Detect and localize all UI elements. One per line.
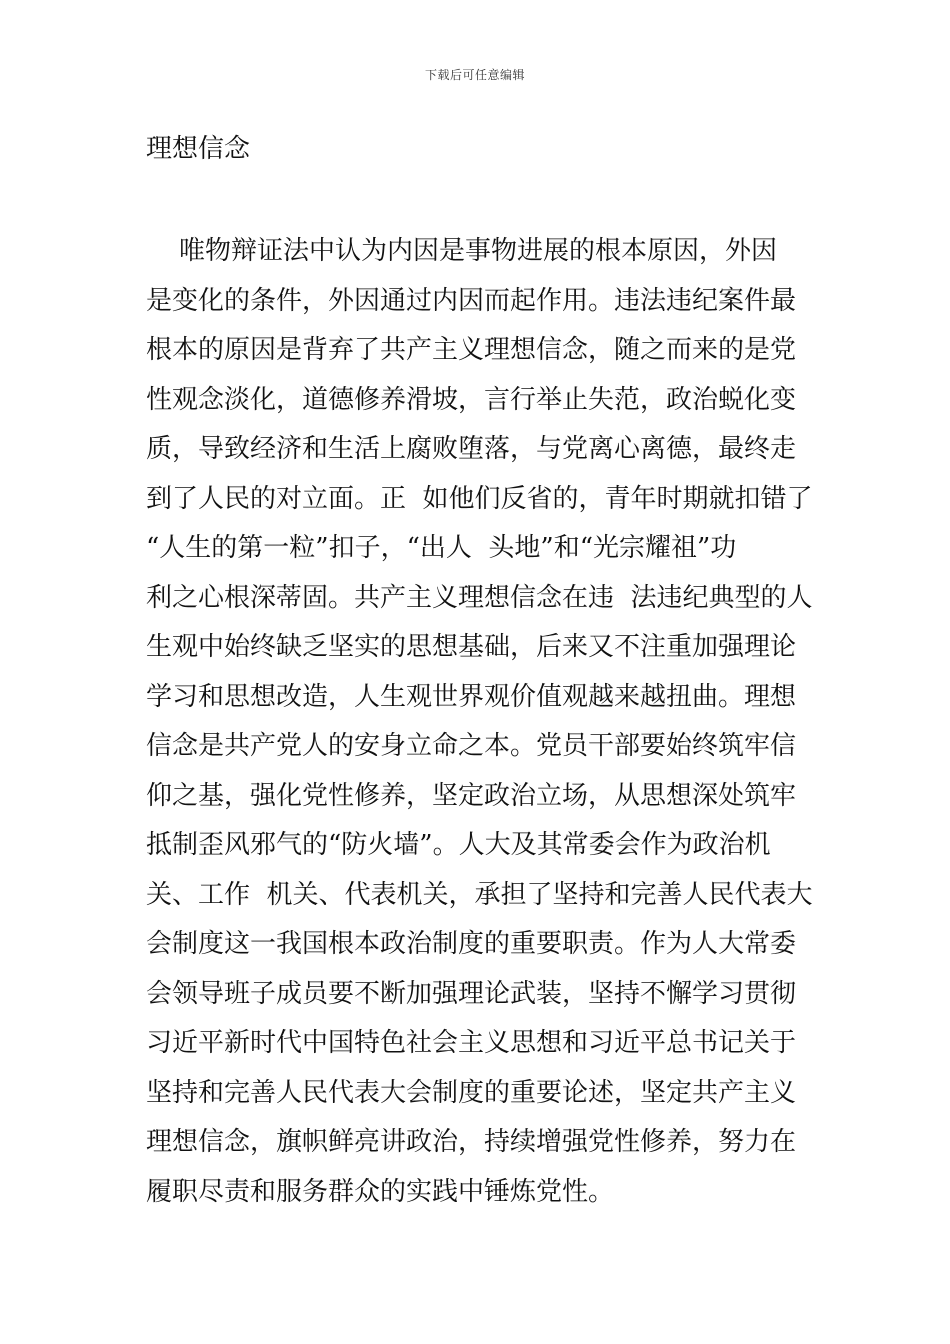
body-paragraph	[146, 234, 811, 1224]
paragraph-line: 习近平新时代中国特色社会主义思想和习近平总书记关于	[146, 1028, 797, 1058]
paragraph-line: 性观念淡化，道德修养滑坡，言行举止失范，政治蜕化变	[146, 384, 797, 415]
paragraph-line: 仰之基，强化党性修养，坚定政治立场，从思想深处筑牢	[146, 780, 797, 811]
paragraph-line: 会领导班子成员要不断加强理论武装，坚持不懈学习贯彻	[146, 978, 797, 1009]
document-title: 理想信念	[146, 134, 251, 164]
paragraph-line: 理想信念，旗帜鲜亮讲政治，持续增强党性修养，努力在	[146, 1127, 797, 1157]
paragraph-line: 利之心根深蒂固。共产主义理想信念在违 法违纪典型的人	[146, 582, 813, 613]
paragraph-line: 信念是共产党人的安身立命之本。党员干部要始终筑牢信	[146, 731, 797, 761]
paragraph-line: 关、工作 机关、代表机关，承担了坚持和完善人民代表大	[146, 879, 813, 910]
paragraph-line: 坚持和完善人民代表大会制度的重要论述，坚定共产主义	[146, 1077, 797, 1108]
header-note: 下载后可任意编辑	[424, 68, 525, 82]
paragraph-line: 履职尽责和服务群众的实践中锤炼党性。	[146, 1176, 615, 1207]
paragraph-line: 到了人民的对立面。正 如他们反省的，青年时期就扣错了	[146, 483, 813, 514]
paragraph-line: 抵制歪风邪气的“防火墙”。人大及其常委会作为政治机	[146, 830, 771, 860]
paragraph-line: 唯物辩证法中认为内因是事物进展的根本原因，外因	[146, 236, 778, 266]
paragraph-line: 会制度这一我国根本政治制度的重要职责。作为人大常委	[146, 929, 797, 959]
paragraph-line: “人生的第一粒”扣子，“出人 头地”和“光宗耀祖”功	[146, 533, 737, 563]
paragraph-line: 质，导致经济和生活上腐败堕落，与党离心离德，最终走	[146, 434, 797, 464]
paragraph-line: 是变化的条件，外因通过内因而起作用。违法违纪案件最	[146, 285, 797, 316]
paragraph-line: 根本的原因是背弃了共产主义理想信念，随之而来的是党	[146, 335, 797, 365]
paragraph-line: 生观中始终缺乏坚实的思想基础，后来又不注重加强理论	[146, 632, 797, 662]
paragraph-line: 学习和思想改造，人生观世界观价值观越来越扭曲。理想	[146, 681, 797, 712]
